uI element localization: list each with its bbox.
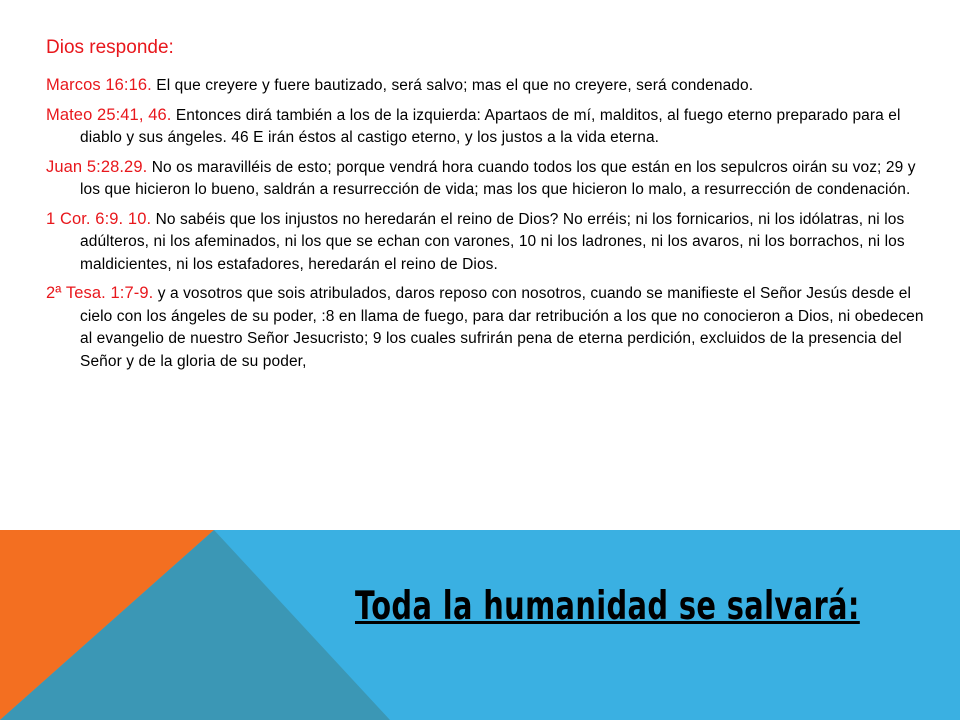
section-heading: Dios responde:: [46, 37, 174, 58]
scripture-reference: 1 Cor. 6:9. 10.: [46, 209, 152, 228]
scripture-entry-juan: [46, 156, 936, 202]
scripture-text: El que creyere y fuere bautizado, será salvo; mas el que no creyere, será condenado.: [151, 77, 754, 94]
scripture-content: [46, 36, 936, 379]
banner-title: Toda la humanidad se salvará:: [355, 584, 860, 629]
scripture-reference: Mateo 25:41, 46.: [46, 105, 172, 124]
scripture-reference: Marcos 16:16.: [46, 76, 152, 94]
scripture-entry-mateo: [46, 104, 936, 150]
scripture-reference: 2ª Tesa. 1:7-9.: [46, 284, 154, 302]
scripture-reference: Juan 5:28.29.: [46, 157, 148, 176]
scripture-entry-marcos: [46, 74, 936, 98]
scripture-entry-corintios: [46, 208, 936, 277]
scripture-entry-tesalonicenses: [46, 282, 936, 373]
scripture-text: y a vosotros que sois atribulados, daros reposo con nosotros, cuando se manifieste el Señor Jesús desde el cielo con los ángeles de su poder, :8 en llama de fuego, para dar retribución a los que no conocieron a Dios, ni obedecen al evangelio de nuestro Señor Jesucristo; 9 los cuales sufrirán pena de eterna perdición, excluidos de la presencia del Señor y de la gloria de su poder,: [80, 285, 924, 370]
scripture-text: No os maravilléis de esto; porque vendrá hora cuando todos los que están en los sepulcros oirán su voz; 29 y los que hicieron lo bueno, saldrán a resurrección de vida; mas los que hicieron lo malo, a resurrección de condenación.: [80, 158, 916, 198]
title-banner: [0, 530, 960, 720]
scripture-text: Entonces dirá también a los de la izquierda: Apartaos de mí, malditos, al fuego eterno preparado para el diablo y sus ángeles. 46 E irán éstos al castigo eterno, y los justos a la vida eterna.: [80, 106, 901, 146]
scripture-text: No sabéis que los injustos no heredarán el reino de Dios? No erréis; ni los fornicarios, ni los idólatras, ni los adúlteros, ni los afeminados, ni los que se echan con varones, 10 ni los ladrones, ni los avaros, ni los borrachos, ni los maldicientes, ni los estafadores, heredarán el reino de Dios.: [80, 210, 905, 273]
